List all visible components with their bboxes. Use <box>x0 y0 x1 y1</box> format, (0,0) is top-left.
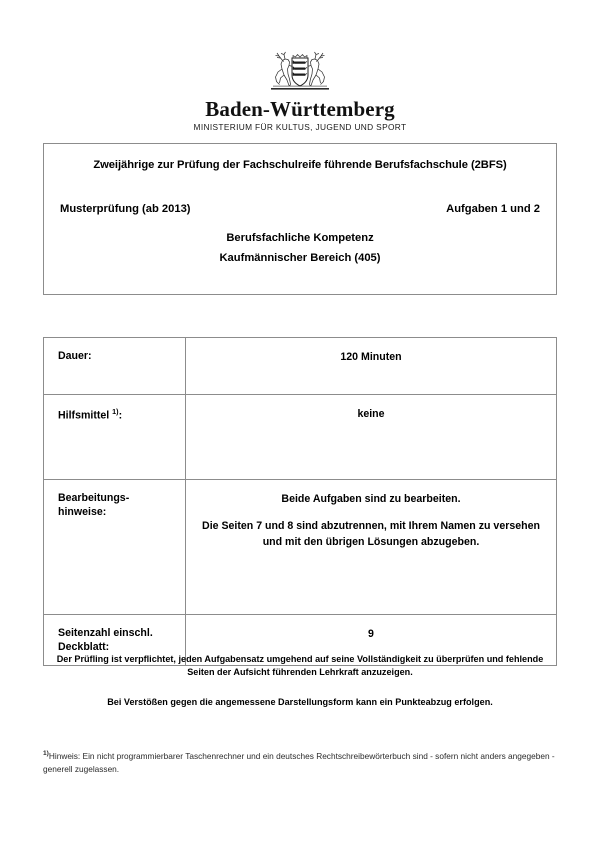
state-name: Baden-Württemberg <box>205 97 395 121</box>
table-row-duration <box>44 338 557 395</box>
duration-value-cell <box>186 338 557 395</box>
exam-kind: Musterprüfung (ab 2013) <box>60 203 191 215</box>
letterhead <box>0 50 600 132</box>
table-row-aids <box>44 395 557 480</box>
baden-wuerttemberg-coat-of-arms-icon <box>267 50 333 94</box>
competence-title: Berufsfachliche Kompetenz <box>226 232 374 244</box>
instructions-label-cell <box>44 480 186 615</box>
aids-label-suffix: : <box>118 409 123 422</box>
exam-info-table <box>43 337 557 666</box>
spacer <box>198 508 544 519</box>
task-numbers: Aufgaben 1 und 2 <box>446 203 540 215</box>
footnote-text: Hinweis: Ein nicht programmierbarer Taschenrechner und ein deutsches Rechtschreibewörterbuch sind - sofern nicht anders angegeben - generell zugelassen. <box>43 750 555 774</box>
presentation-notice: Bei Verstößen gegen die angemessene Darstellungsform kann ein Punkteabzug erfolgen. <box>107 697 493 707</box>
footnote-marker: 1) <box>43 750 49 757</box>
aids-label: Hilfsmittel <box>58 409 113 422</box>
footnote-marker-inline: 1) <box>112 407 119 416</box>
instructions-line-2: Die Seiten 7 und 8 sind abzutrennen, mit Ihrem Namen zu versehen und mit den übrigen Lösungen abzugeben. <box>202 519 540 548</box>
page-count-label-line1: Seitenzahl einschl. <box>58 627 153 639</box>
instructions-value-cell <box>186 480 557 615</box>
page-count-value: 9 <box>368 628 374 640</box>
instructions-label-line1: Bearbeitungs- <box>58 492 130 504</box>
instructions-label-line2: hinweise: <box>58 505 107 518</box>
ministry-name: MINISTERIUM FÜR KULTUS, JUGEND UND SPORT <box>193 122 407 133</box>
completeness-notice: Der Prüfling ist verpflichtet, jeden Aufgabensatz umgehend auf seine Vollständigkeit zu überprüfen und fehlende Seiten der Aufsicht führenden Lehrkraft anzuzeigen. <box>56 654 544 678</box>
footnote <box>43 749 559 775</box>
table-row-instructions <box>44 480 557 615</box>
duration-label-cell <box>44 338 186 395</box>
school-type-title: Zweijährige zur Prüfung der Fachschulreife führende Berufsfachschule (2BFS) <box>93 159 507 171</box>
instructions-line-1: Beide Aufgaben sind zu bearbeiten. <box>281 493 461 505</box>
aids-label-cell <box>44 395 186 480</box>
exam-meta-row <box>60 203 540 215</box>
duration-label: Dauer: <box>58 350 92 362</box>
subject-area-title: Kaufmännischer Bereich (405) <box>219 252 381 264</box>
page-count-label-line2: Deckblatt: <box>58 640 110 653</box>
aids-value: keine <box>357 408 385 420</box>
aids-value-cell <box>186 395 557 480</box>
duration-value: 120 Minuten <box>340 351 402 363</box>
title-box <box>43 143 557 295</box>
